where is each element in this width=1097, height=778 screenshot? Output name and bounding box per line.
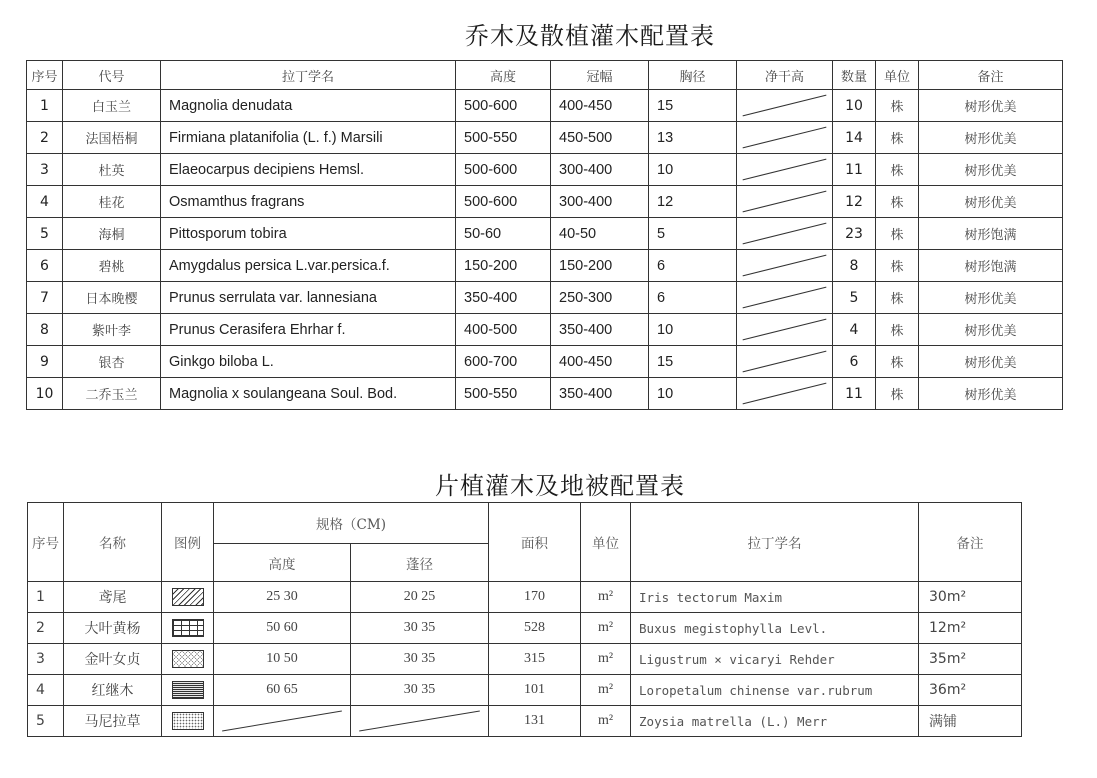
cell-legend: [162, 675, 214, 706]
cell-latin: Ginkgo biloba L.: [161, 346, 456, 378]
cell-note: 满铺: [919, 706, 1022, 737]
cell-unit: m²: [581, 613, 631, 644]
cell-clear-trunk: [737, 250, 833, 282]
cell-clear-trunk: [737, 90, 833, 122]
cell-name: 金叶女贞: [64, 644, 162, 675]
cell-unit: 株: [876, 378, 919, 410]
table-row: [27, 218, 1063, 250]
cell-unit: m²: [581, 675, 631, 706]
cell-qty: 23: [833, 218, 876, 250]
header-crown: 冠幅: [551, 61, 649, 90]
cell-dbh: 10: [649, 378, 737, 410]
cell-no: 3: [27, 154, 63, 186]
empty-cell-slash: [351, 706, 488, 736]
cell-note: 树形优美: [919, 378, 1063, 410]
cell-area: 101: [489, 675, 581, 706]
header-note: 备注: [919, 503, 1022, 582]
table-row: [27, 122, 1063, 154]
cell-crown: 300-400: [551, 154, 649, 186]
cell-height: 500-550: [456, 122, 551, 154]
cell-no: 1: [27, 90, 63, 122]
cell-latin: Ligustrum × vicaryi Rehder: [631, 644, 919, 675]
header-code: 代号: [63, 61, 161, 90]
cell-no: 2: [28, 613, 64, 644]
cell-qty: 4: [833, 314, 876, 346]
table2-title: 片植灌木及地被配置表: [435, 472, 685, 500]
cell-no: 8: [27, 314, 63, 346]
cell-qty: 11: [833, 378, 876, 410]
table-row: [28, 644, 1022, 675]
cell-clear-trunk: [737, 122, 833, 154]
cell-qty: 11: [833, 154, 876, 186]
cell-clear-trunk: [737, 282, 833, 314]
cell-crown: [351, 706, 489, 737]
header-no: 序号: [27, 61, 63, 90]
cell-unit: 株: [876, 346, 919, 378]
empty-cell-slash: [737, 154, 832, 185]
cell-unit: 株: [876, 314, 919, 346]
header-unit: 单位: [876, 61, 919, 90]
cell-height: 500-600: [456, 154, 551, 186]
table-row: [27, 314, 1063, 346]
header-area: 面积: [489, 503, 581, 582]
cell-code: 桂花: [63, 186, 161, 218]
header-spec: 规格（CM): [214, 503, 489, 544]
header-height: 高度: [214, 544, 351, 582]
cell-note: 树形优美: [919, 346, 1063, 378]
cell-note: 树形优美: [919, 90, 1063, 122]
cell-area: 528: [489, 613, 581, 644]
cell-height: 500-550: [456, 378, 551, 410]
cell-crown: 150-200: [551, 250, 649, 282]
cell-note: 36m²: [919, 675, 1022, 706]
empty-cell-slash: [737, 218, 832, 249]
cell-latin: Iris tectorum Maxim: [631, 582, 919, 613]
cell-crown: 400-450: [551, 346, 649, 378]
header-height: 高度: [456, 61, 551, 90]
empty-cell-slash: [737, 186, 832, 217]
cell-dbh: 5: [649, 218, 737, 250]
cell-crown: 250-300: [551, 282, 649, 314]
empty-cell-slash: [737, 250, 832, 281]
cell-latin: Firmiana platanifolia (L. f.) Marsili: [161, 122, 456, 154]
cell-dbh: 15: [649, 90, 737, 122]
cell-note: 12m²: [919, 613, 1022, 644]
cell-latin: Zoysia matrella (L.) Merr: [631, 706, 919, 737]
cell-latin: Pittosporum tobira: [161, 218, 456, 250]
cell-no: 4: [27, 186, 63, 218]
table-row: [27, 250, 1063, 282]
cell-crown: 20 25: [351, 582, 489, 613]
cell-name: 大叶黄杨: [64, 613, 162, 644]
cell-dbh: 12: [649, 186, 737, 218]
cell-unit: 株: [876, 186, 919, 218]
cell-crown: 30 35: [351, 644, 489, 675]
cell-qty: 14: [833, 122, 876, 154]
cell-no: 4: [28, 675, 64, 706]
cell-clear-trunk: [737, 346, 833, 378]
empty-cell-slash: [737, 282, 832, 313]
cell-unit: m²: [581, 706, 631, 737]
table-row: [27, 154, 1063, 186]
cell-qty: 6: [833, 346, 876, 378]
cell-qty: 10: [833, 90, 876, 122]
table1-title: 乔木及散植灌木配置表: [465, 22, 715, 50]
cell-height: [214, 706, 351, 737]
cell-no: 2: [27, 122, 63, 154]
cell-note: 树形饱满: [919, 218, 1063, 250]
cell-code: 日本晚樱: [63, 282, 161, 314]
cell-dbh: 13: [649, 122, 737, 154]
cell-height: 50-60: [456, 218, 551, 250]
cell-height: 50 60: [214, 613, 351, 644]
cell-clear-trunk: [737, 186, 833, 218]
cell-note: 树形饱满: [919, 250, 1063, 282]
cell-code: 海桐: [63, 218, 161, 250]
cell-note: 树形优美: [919, 154, 1063, 186]
cell-code: 碧桃: [63, 250, 161, 282]
cell-dbh: 6: [649, 250, 737, 282]
cell-legend: [162, 644, 214, 675]
table-row: [27, 90, 1063, 122]
cell-unit: 株: [876, 122, 919, 154]
cell-name: 马尼拉草: [64, 706, 162, 737]
cell-no: 6: [27, 250, 63, 282]
cell-clear-trunk: [737, 378, 833, 410]
cell-unit: m²: [581, 582, 631, 613]
cell-crown: 40-50: [551, 218, 649, 250]
cell-code: 二乔玉兰: [63, 378, 161, 410]
cell-clear-trunk: [737, 218, 833, 250]
cell-no: 9: [27, 346, 63, 378]
legend-swatch-brick: [172, 619, 204, 637]
table-row: [27, 378, 1063, 410]
header-name: 名称: [64, 503, 162, 582]
cell-dbh: 15: [649, 346, 737, 378]
cell-legend: [162, 582, 214, 613]
header-crown: 蓬径: [351, 544, 489, 582]
header-unit: 单位: [581, 503, 631, 582]
cell-unit: 株: [876, 282, 919, 314]
empty-cell-slash: [737, 90, 832, 121]
cell-note: 树形优美: [919, 186, 1063, 218]
cell-height: 60 65: [214, 675, 351, 706]
empty-cell-slash: [737, 314, 832, 345]
shrub-config-table: [27, 502, 1022, 737]
header-dbh: 胸径: [649, 61, 737, 90]
cell-crown: 30 35: [351, 613, 489, 644]
cell-unit: m²: [581, 644, 631, 675]
cell-latin: Magnolia denudata: [161, 90, 456, 122]
cell-dbh: 6: [649, 282, 737, 314]
legend-swatch-diagonal: [172, 588, 204, 606]
cell-clear-trunk: [737, 154, 833, 186]
cell-latin: Loropetalum chinense var.rubrum: [631, 675, 919, 706]
cell-latin: Magnolia x soulangeana Soul. Bod.: [161, 378, 456, 410]
cell-crown: 400-450: [551, 90, 649, 122]
header-latin: 拉丁学名: [631, 503, 919, 582]
cell-height: 25 30: [214, 582, 351, 613]
header-qty: 数量: [833, 61, 876, 90]
cell-code: 白玉兰: [63, 90, 161, 122]
cell-height: 400-500: [456, 314, 551, 346]
cell-no: 5: [28, 706, 64, 737]
cell-note: 30m²: [919, 582, 1022, 613]
empty-cell-slash: [214, 706, 350, 736]
cell-height: 150-200: [456, 250, 551, 282]
cell-qty: 5: [833, 282, 876, 314]
cell-name: 鸢尾: [64, 582, 162, 613]
cell-qty: 8: [833, 250, 876, 282]
cell-unit: 株: [876, 218, 919, 250]
cell-crown: 350-400: [551, 378, 649, 410]
cell-no: 7: [27, 282, 63, 314]
cell-height: 500-600: [456, 90, 551, 122]
cell-height: 10 50: [214, 644, 351, 675]
cell-note: 树形优美: [919, 282, 1063, 314]
cell-area: 170: [489, 582, 581, 613]
table-row: [28, 706, 1022, 737]
cell-height: 500-600: [456, 186, 551, 218]
cell-latin: Prunus serrulata var. lannesiana: [161, 282, 456, 314]
cell-note: 树形优美: [919, 314, 1063, 346]
cell-legend: [162, 706, 214, 737]
cell-no: 1: [28, 582, 64, 613]
cell-area: 315: [489, 644, 581, 675]
cell-legend: [162, 613, 214, 644]
cell-crown: 350-400: [551, 314, 649, 346]
cell-area: 131: [489, 706, 581, 737]
table-row: [28, 613, 1022, 644]
cell-crown: 450-500: [551, 122, 649, 154]
cell-latin: Amygdalus persica L.var.persica.f.: [161, 250, 456, 282]
empty-cell-slash: [737, 346, 832, 377]
cell-qty: 12: [833, 186, 876, 218]
cell-no: 3: [28, 644, 64, 675]
legend-swatch-circles: [172, 650, 204, 668]
tree-config-table: [26, 60, 1063, 410]
cell-crown: 300-400: [551, 186, 649, 218]
table-row: [28, 582, 1022, 613]
empty-cell-slash: [737, 122, 832, 153]
header-legend: 图例: [162, 503, 214, 582]
cell-dbh: 10: [649, 314, 737, 346]
table-row: [27, 346, 1063, 378]
cell-code: 紫叶李: [63, 314, 161, 346]
table-row: [28, 675, 1022, 706]
header-clear-trunk: 净干高: [737, 61, 833, 90]
header-no: 序号: [28, 503, 64, 582]
cell-code: 法国梧桐: [63, 122, 161, 154]
cell-note: 树形优美: [919, 122, 1063, 154]
cell-note: 35m²: [919, 644, 1022, 675]
cell-latin: Osmamthus fragrans: [161, 186, 456, 218]
cell-latin: Buxus megistophylla Levl.: [631, 613, 919, 644]
empty-cell-slash: [737, 378, 832, 409]
table2-header-row-1: [28, 503, 1022, 544]
cell-height: 350-400: [456, 282, 551, 314]
cell-latin: Prunus Cerasifera Ehrhar f.: [161, 314, 456, 346]
table-row: [27, 282, 1063, 314]
cell-crown: 30 35: [351, 675, 489, 706]
legend-swatch-dots: [172, 712, 204, 730]
table-row: [27, 186, 1063, 218]
table1-header-row: [27, 61, 1063, 90]
cell-unit: 株: [876, 154, 919, 186]
cell-code: 银杏: [63, 346, 161, 378]
cell-name: 红继木: [64, 675, 162, 706]
header-note: 备注: [919, 61, 1063, 90]
legend-swatch-dense-lines: [172, 681, 204, 699]
header-latin: 拉丁学名: [161, 61, 456, 90]
cell-no: 10: [27, 378, 63, 410]
cell-unit: 株: [876, 90, 919, 122]
cell-code: 杜英: [63, 154, 161, 186]
cell-height: 600-700: [456, 346, 551, 378]
cell-dbh: 10: [649, 154, 737, 186]
cell-no: 5: [27, 218, 63, 250]
cell-unit: 株: [876, 250, 919, 282]
cell-clear-trunk: [737, 314, 833, 346]
cell-latin: Elaeocarpus decipiens Hemsl.: [161, 154, 456, 186]
